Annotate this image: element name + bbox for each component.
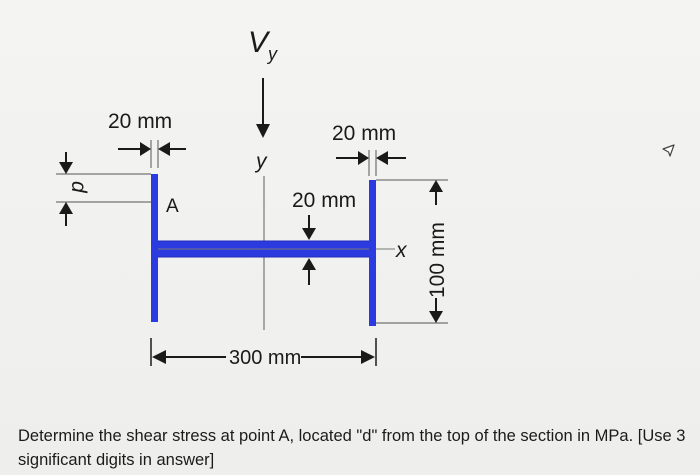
right-dim-arrowhead-in: [358, 151, 369, 165]
point-a-label: A: [166, 196, 179, 217]
d-arrowhead-top: [59, 162, 73, 174]
right-flange-thickness: 20 mm: [332, 122, 397, 145]
force-subscript: y: [268, 44, 278, 64]
left-dim-arrowhead-out: [158, 142, 170, 156]
flange-height-label: 100 mm: [426, 222, 449, 298]
cursor-icon: [661, 143, 677, 161]
x-axis-label: x: [396, 239, 407, 262]
w-arrowhead-left: [152, 350, 166, 364]
d-label: d: [67, 181, 90, 193]
y-axis-label: y: [256, 150, 267, 173]
question-text: Determine the shear stress at point A, located "d" from the top of the section in MPa. [Use 3 significant digits in answer]: [18, 427, 686, 469]
web-thickness: 20 mm: [292, 189, 357, 212]
h-arrowhead-bottom: [429, 311, 443, 323]
web-length-label: 300 mm: [229, 347, 302, 369]
web-dim-arrowhead-bottom: [302, 258, 316, 270]
web-dim-arrowhead-top: [302, 228, 316, 240]
force-label: $V_y$: [248, 26, 278, 64]
force-arrow-head: [256, 124, 270, 138]
left-flange: [151, 174, 158, 322]
w-arrowhead-right: [361, 350, 375, 364]
left-flange-thickness: 20 mm: [108, 110, 173, 133]
right-flange: [369, 180, 376, 326]
right-dim-arrowhead-out: [376, 151, 388, 165]
left-dim-arrowhead-in: [140, 142, 151, 156]
d-arrowhead-bottom: [59, 202, 73, 214]
